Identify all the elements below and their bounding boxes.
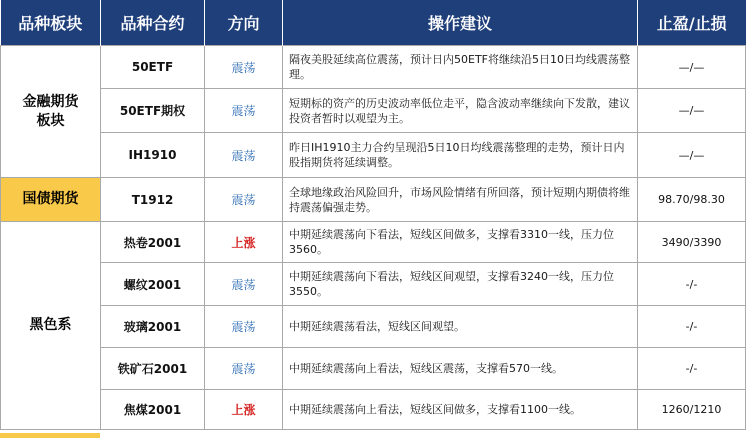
category-cell-bond: 国债期货 <box>1 178 101 222</box>
header-advice: 操作建议 <box>283 0 638 46</box>
category-cell-financial <box>1 46 101 178</box>
stop-cell: 98.70/98.30 <box>638 178 746 222</box>
advice-cell: 中期延续震荡向上看法，短线区间做多，支撑看1100一线。 <box>283 390 638 430</box>
direction-cell: 上涨 <box>205 390 283 430</box>
contract-cell: IH1910 <box>101 133 205 178</box>
contract-cell: 焦煤2001 <box>101 390 205 430</box>
direction-cell: 震荡 <box>205 306 283 348</box>
header-row <box>1 0 746 46</box>
table-row <box>1 222 746 263</box>
header-category: 品种板块 <box>1 0 101 46</box>
category-label: 金融期货板块 <box>22 93 79 129</box>
direction-cell: 震荡 <box>205 348 283 390</box>
stop-cell: 3490/3390 <box>638 222 746 263</box>
direction-cell: 震荡 <box>205 133 283 178</box>
contract-cell: T1912 <box>101 178 205 222</box>
header-contract: 品种合约 <box>101 0 205 46</box>
contract-cell: 50ETF <box>101 46 205 89</box>
header-direction: 方向 <box>205 0 283 46</box>
stop-cell: —/— <box>638 133 746 178</box>
category-cell-black: 黑色系 <box>1 222 101 430</box>
contract-cell: 螺纹2001 <box>101 263 205 306</box>
table-row <box>1 306 746 348</box>
contract-cell: 50ETF期权 <box>101 89 205 133</box>
direction-cell: 震荡 <box>205 46 283 89</box>
advice-cell: 短期标的资产的历史波动率低位走平，隐含波动率继续向下发散，建议投资者暂时以观望为主。 <box>283 89 638 133</box>
stop-cell: —/— <box>638 46 746 89</box>
advice-cell: 中期延续震荡向上看法，短线区震荡，支撑看570一线。 <box>283 348 638 390</box>
advice-cell: 隔夜美股延续高位震荡，预计日内50ETF将继续沿5日10日均线震荡整理。 <box>283 46 638 89</box>
table-row <box>1 133 746 178</box>
table-row <box>1 390 746 430</box>
advice-cell: 中期延续震荡向下看法，短线区间观望，支撑看3240一线，压力位3550。 <box>283 263 638 306</box>
contract-cell: 热卷2001 <box>101 222 205 263</box>
table-row <box>1 348 746 390</box>
advice-cell: 中期延续震荡看法，短线区间观望。 <box>283 306 638 348</box>
stop-cell: -/- <box>638 348 746 390</box>
header-stop: 止盈/止损 <box>638 0 746 46</box>
next-category-strip <box>0 433 100 438</box>
stop-cell: -/- <box>638 263 746 306</box>
table-row <box>1 46 746 89</box>
stop-cell: -/- <box>638 306 746 348</box>
advice-cell: 全球地缘政治风险回升，市场风险情绪有所回落，预计短期内期债将维持震荡偏强走势。 <box>283 178 638 222</box>
direction-cell: 上涨 <box>205 222 283 263</box>
stop-cell: —/— <box>638 89 746 133</box>
advice-cell: 中期延续震荡向下看法，短线区间做多，支撑看3310一线，压力位3560。 <box>283 222 638 263</box>
contract-cell: 玻璃2001 <box>101 306 205 348</box>
advice-cell: 昨日IH1910主力合约呈现沿5日10日均线震荡整理的走势，预计日内股指期货将延续调整。 <box>283 133 638 178</box>
stop-cell: 1260/1210 <box>638 390 746 430</box>
table-row <box>1 89 746 133</box>
direction-cell: 震荡 <box>205 263 283 306</box>
contract-cell: 铁矿石2001 <box>101 348 205 390</box>
table-row <box>1 178 746 222</box>
table-row <box>1 263 746 306</box>
direction-cell: 震荡 <box>205 178 283 222</box>
direction-cell: 震荡 <box>205 89 283 133</box>
